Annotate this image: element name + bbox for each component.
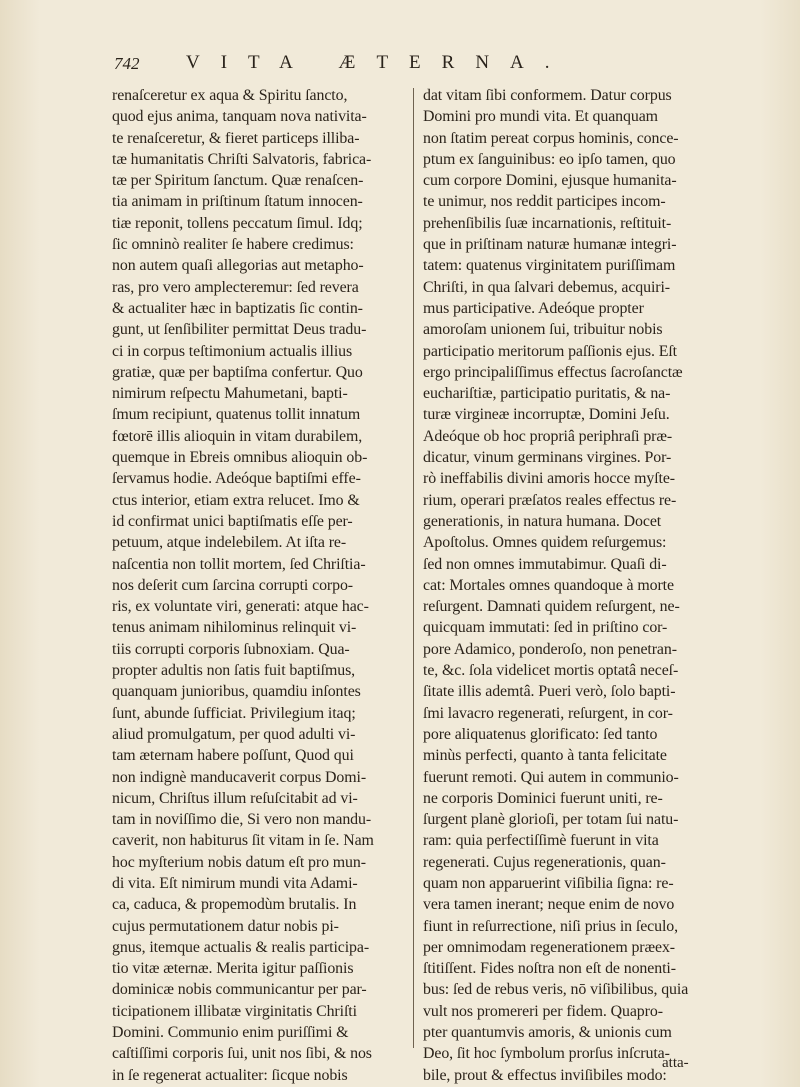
text-line: caverit, non habiturus ſit vitam in ſe. Nam xyxy=(112,832,374,850)
text-line: Chriſti, in qua ſalvari debemus, acquiri- xyxy=(423,278,670,296)
text-line: nimirum reſpectu Mahumetani, bapti- xyxy=(112,385,348,403)
text-line: Domini. Communio enim puriſſimi & xyxy=(112,1024,349,1042)
text-line: mus participative. Adeóque propter xyxy=(423,299,644,317)
text-line: rò ineffabilis divini amoris hocce myſte- xyxy=(423,470,675,488)
text-line: petuum, atque indelebilem. At iſta re- xyxy=(112,534,347,552)
text-line: non indignè manducaverit corpus Domi- xyxy=(112,768,367,786)
text-line: gratiæ, quæ per baptiſma confertur. Quo xyxy=(112,363,363,381)
text-line: ſic omninò realiter ſe habere credimus: xyxy=(112,236,354,254)
text-line: nicum, Chriſtus illum reſuſcitabit ad vi- xyxy=(112,789,358,807)
text-line: propter adultis non ſatis fuit baptiſmus, xyxy=(112,662,356,680)
text-line: generationis, in natura humana. Docet xyxy=(423,512,662,530)
text-line: pore aliquatenus glorificato: ſed tanto xyxy=(423,725,658,743)
text-line: turæ virgineæ incorruptæ, Domini Jeſu. xyxy=(423,406,670,424)
text-line: & actualiter hæc in baptizatis ſic contin- xyxy=(112,299,363,317)
text-line: ſunt, abunde ſufficiat. Privilegium itaq; xyxy=(112,704,356,722)
text-line: caſtiſſimi corporis ſui, unit nos ſibi, & nos xyxy=(112,1045,372,1063)
text-line: quanquam junioribus, quamdiu inſontes xyxy=(112,683,361,701)
text-line: gnus, itemque actualis & realis participa- xyxy=(112,938,370,956)
text-line: nos deſerit cum ſarcina corrupti corpo- xyxy=(112,576,353,594)
left-column xyxy=(112,85,402,1086)
text-line: tenus animam nihilominus relinquit vi- xyxy=(112,619,357,637)
text-line: quod ejus anima, tanquam nova nativita- xyxy=(112,108,367,126)
text-line: ſervamus hodie. Adeóque baptiſmi effe- xyxy=(112,470,361,488)
text-line: renaſceretur ex aqua & Spiritu ſancto, xyxy=(112,87,348,104)
text-line: cat: Mortales omnes quandoque à morte xyxy=(423,576,674,594)
text-line: hoc myſterium nobis datum eſt pro mun- xyxy=(112,853,366,871)
text-line: ca, caduca, & propemodùm brutalis. In xyxy=(112,896,357,914)
text-line: pore Adamico, ponderoſo, non penetran- xyxy=(423,640,677,658)
page-number: 742 xyxy=(114,54,140,73)
text-line: Deo, ſit hoc ſymbolum prorſus inſcruta- xyxy=(423,1045,670,1063)
text-line: vult nos promereri per fidem. Quapro- xyxy=(423,1002,663,1020)
text-line: te renaſceretur, & fieret particeps illiba- xyxy=(112,129,360,147)
text-line: ergo principaliſſimus effectus ſacroſanctæ xyxy=(423,363,683,381)
text-line: in ſe regenerat actualiter: ſicque nobis xyxy=(112,1066,348,1084)
text-line: reſurgent. Damnati quidem reſurgent, ne- xyxy=(423,598,680,616)
text-line: tam æternam habere poſſunt, Quod qui xyxy=(112,747,354,765)
text-line: bile, prout & effectus inviſibiles modo: xyxy=(423,1066,667,1084)
text-line: vera tamen inerant; neque enim de novo xyxy=(423,896,675,914)
text-line: Apoſtolus. Omnes quidem reſurgemus: xyxy=(423,534,667,552)
text-line: ſurgent planè glorioſi, per totam ſui natu- xyxy=(423,811,679,829)
text-line: cum corpore Domini, ejusque humanita- xyxy=(423,172,677,190)
catchword: atta- xyxy=(662,1055,689,1071)
text-line: quam non apparuerint viſibilia ſigna: re- xyxy=(423,874,674,892)
text-line: prehenſibilis ſuæ incarnationis, reſtituit- xyxy=(423,214,672,232)
text-line: te unimur, nos reddit participes incom- xyxy=(423,193,666,211)
text-line: dominicæ nobis communicantur per par- xyxy=(112,981,367,999)
text-line: tiis corrupti corporis ſubnoxiam. Qua- xyxy=(112,640,350,658)
text-line: ris, ex voluntate viri, generati: atque hac- xyxy=(112,598,369,616)
text-line: dat vitam ſibi conformem. Datur corpus xyxy=(423,87,672,104)
text-line: bus: ſed de rebus veris, nō viſibilibus, quia xyxy=(423,981,689,999)
text-line: que in priſtinam naturæ humanæ integri- xyxy=(423,236,677,254)
text-line: ci in corpus teſtimonium actualis illius xyxy=(112,342,353,360)
text-line: quicquam immutati: ſed in priſtino cor- xyxy=(423,619,668,637)
text-line: amoroſam unionem ſui, tribuitur nobis xyxy=(423,321,663,339)
text-line: Domini pro mundi vita. Et quanquam xyxy=(423,108,658,126)
text-line: tio vitæ æternæ. Merita igitur paſſionis xyxy=(112,960,354,978)
text-line: ne corporis Dominici fuerunt uniti, re- xyxy=(423,789,663,807)
text-line: tæ per Spiritum ſanctum. Quæ renaſcen- xyxy=(112,172,364,190)
text-line: ras, pro vero amplecteremur: ſed revera xyxy=(112,278,359,296)
text-line: quemque in Ebreis omnibus alioquin ob- xyxy=(112,449,368,467)
text-line: regenerati. Cujus regenerationis, quan- xyxy=(423,853,666,871)
text-line: fœtorē illis alioquin in vitam durabilem, xyxy=(112,427,363,445)
text-line: naſcentia non tollit mortem, ſed Chriſtia- xyxy=(112,555,366,573)
text-line: id confirmat unici baptiſmatis eſſe per- xyxy=(112,512,353,530)
text-line: euchariſtiæ, participatio puritatis, & na- xyxy=(423,385,671,403)
text-line: ſed non omnes immutabimur. Quaſi di- xyxy=(423,555,667,573)
text-line: Adeóque ob hoc propriâ periphraſi præ- xyxy=(423,427,673,445)
text-line: tæ humanitatis Chriſti Salvatoris, fabrica- xyxy=(112,150,372,168)
text-line: per omnimodam regenerationem præex- xyxy=(423,938,675,956)
text-line: non ſtatim pereat corpus hominis, conce- xyxy=(423,129,679,147)
text-line: ſitate illis ademtâ. Pueri verò, ſolo bapti- xyxy=(423,683,676,701)
text-line: ctus interior, etiam extra relucet. Imo & xyxy=(112,491,360,509)
text-line: ſmi lavacro regenerati, reſurgent, in cor- xyxy=(423,704,673,722)
text-line: pter quantumvis amoris, & unionis cum xyxy=(423,1024,672,1042)
right-column xyxy=(423,85,715,1086)
running-title: VITA ÆTERNA. xyxy=(186,52,571,73)
text-line: ptum ex ſanguinibus: eo ipſo tamen, quo xyxy=(423,150,676,168)
text-line: di vita. Eſt nimirum mundi vita Adami- xyxy=(112,874,358,892)
text-line: rium, operari præſatos reales effectus re- xyxy=(423,491,677,509)
text-line: fuerunt remoti. Qui autem in communio- xyxy=(423,768,679,786)
text-line: tatem: quatenus virginitatem puriſſimam xyxy=(423,257,676,275)
text-line: tiæ reponit, tollens peccatum ſimul. Idq; xyxy=(112,214,363,232)
text-line: participatio meritorum paſſionis ejus. Eſt xyxy=(423,342,677,360)
text-line: tam in noviſſimo die, Si vero non mandu- xyxy=(112,811,372,829)
text-line: ſmum recipiunt, quatenus tollit innatum xyxy=(112,406,361,424)
text-line: ram: quia perfectiſſimè fuerunt in vita xyxy=(423,832,659,850)
text-line: fiunt in reſurrectione, niſi prius in ſeculo, xyxy=(423,917,678,935)
text-line: ticipationem illibatæ virginitatis Chriſti xyxy=(112,1002,357,1020)
text-line: cujus permutationem datur nobis pi- xyxy=(112,917,339,935)
page-header xyxy=(114,52,714,82)
text-line: non autem quaſi allegorias aut metapho- xyxy=(112,257,364,275)
text-line: tia animam in priſtinum ſtatum innocen- xyxy=(112,193,363,211)
text-line: minùs perfecti, quanto à tanta felicitate xyxy=(423,747,667,765)
text-line: dicatur, vinum germinans virgines. Por- xyxy=(423,449,672,467)
text-line: ſtitiſſent. Fides noſtra non eſt de nonenti- xyxy=(423,960,676,978)
text-columns xyxy=(112,85,712,1084)
text-line: te, &c. ſola videlicet mortis optatâ neceſ- xyxy=(423,662,679,680)
text-line: gunt, ut ſenſibiliter permittat Deus tradu- xyxy=(112,321,367,339)
text-line: aliud promulgatum, per quod adulti vi- xyxy=(112,725,356,743)
